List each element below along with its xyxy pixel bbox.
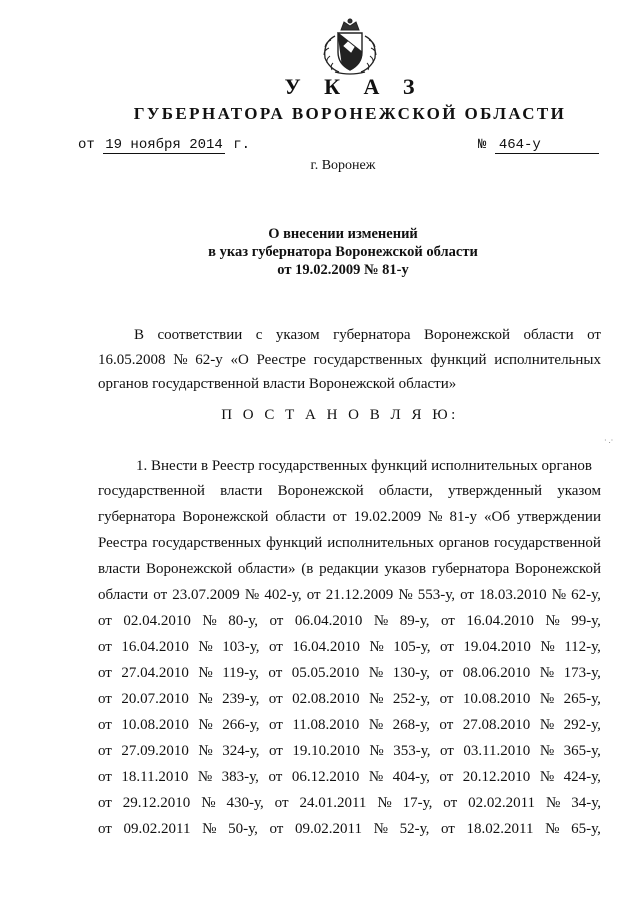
- reference-token: от: [269, 613, 284, 629]
- reference-token: от: [443, 795, 458, 811]
- word: 16.05.2008: [98, 352, 166, 368]
- reference-token: от: [268, 691, 283, 707]
- word: 402-у,: [264, 587, 302, 603]
- reference-token: №: [539, 691, 555, 707]
- reference-token: №: [368, 717, 384, 733]
- reference-token: №: [202, 613, 217, 629]
- reference-token: №: [545, 795, 561, 811]
- word: области»: [237, 561, 296, 577]
- reference-token: №: [198, 665, 213, 681]
- word: области: [523, 327, 574, 343]
- date-prefix: от: [78, 137, 95, 153]
- reference-token: от: [98, 639, 112, 655]
- reference-token: 06.12.2010: [291, 769, 360, 785]
- reference-token: 65-у,: [571, 821, 601, 837]
- reference-token: 50-у,: [228, 821, 258, 837]
- reference-token: от: [439, 691, 454, 707]
- reference-token: от: [268, 717, 283, 733]
- reference-token: №: [198, 639, 213, 655]
- word: от: [153, 587, 168, 603]
- coat-of-arms-icon: [317, 18, 383, 76]
- reference-token: от: [268, 743, 283, 759]
- reference-token: 02.08.2010: [292, 691, 360, 707]
- word: №: [244, 587, 260, 603]
- word: функций: [266, 535, 323, 551]
- reference-token: 89-у,: [399, 613, 430, 629]
- word: (в: [301, 561, 314, 577]
- word: «Об: [484, 509, 510, 525]
- word: 62-у: [195, 352, 223, 368]
- reference-token: №: [539, 717, 555, 733]
- reference-token: 09.02.2011: [123, 821, 191, 837]
- reference-token: 09.02.2011: [295, 821, 362, 837]
- subject-line: О внесении изменений: [268, 226, 418, 242]
- word: 62-у,: [571, 587, 601, 603]
- city: г. Воронеж: [310, 158, 376, 173]
- reference-token: №: [201, 795, 216, 811]
- reference-token: 105-у,: [393, 639, 431, 655]
- document-type-title: У К А З: [284, 74, 424, 99]
- reference-row: [98, 639, 601, 656]
- reference-token: 16.04.2010: [121, 639, 189, 655]
- reference-row: [98, 795, 601, 812]
- reference-row: [98, 717, 601, 734]
- word: от: [306, 587, 321, 603]
- word: №: [173, 352, 188, 368]
- reference-token: 16.04.2010: [292, 639, 360, 655]
- reference-token: от: [439, 743, 454, 759]
- reference-token: №: [539, 769, 555, 785]
- word: области: [275, 509, 326, 525]
- reference-token: 430-у,: [226, 795, 264, 811]
- word: утвержденный: [447, 483, 542, 499]
- word: 19.02.2009: [353, 509, 422, 525]
- word: губернатора: [98, 509, 176, 525]
- reference-token: 365-у,: [563, 743, 601, 759]
- reference-token: 10.08.2010: [121, 717, 189, 733]
- reference-token: 18.11.2010: [121, 769, 189, 785]
- word: 553-у,: [417, 587, 455, 603]
- reference-row: [98, 665, 601, 682]
- reference-token: №: [369, 639, 384, 655]
- reference-token: №: [373, 613, 389, 629]
- issue-date: 19 ноября 2014: [105, 137, 223, 153]
- word: государственных: [313, 352, 423, 368]
- word: Воронежской: [277, 483, 364, 499]
- reference-token: 112-у,: [564, 639, 601, 655]
- reference-token: 02.04.2010: [123, 613, 191, 629]
- reference-token: от: [98, 795, 112, 811]
- reference-token: от: [441, 821, 455, 837]
- reference-token: 52-у,: [399, 821, 430, 837]
- preamble-line-3: органов государственной власти Воронежской области»: [98, 376, 457, 392]
- reference-token: от: [98, 743, 112, 759]
- word: Воронежской: [515, 561, 601, 577]
- reference-token: от: [268, 769, 283, 785]
- reference-token: 266-у,: [222, 717, 260, 733]
- decree-word: П О С Т А Н О В Л Я Ю:: [221, 407, 459, 423]
- word: 18.03.2010: [479, 587, 547, 603]
- reference-token: №: [539, 743, 555, 759]
- reference-token: 173-у,: [563, 665, 601, 681]
- word: власти: [98, 561, 141, 577]
- word: с: [255, 327, 263, 343]
- reference-row: [98, 821, 601, 838]
- word: №: [398, 587, 413, 603]
- word: Воронежской: [146, 561, 233, 577]
- number-prefix: №: [478, 137, 487, 153]
- reference-token: 265-у,: [563, 691, 601, 707]
- word: №: [551, 587, 567, 603]
- reference-token: от: [98, 769, 112, 785]
- reference-token: 119-у,: [222, 665, 259, 681]
- reference-token: №: [377, 795, 392, 811]
- word: указов: [384, 561, 427, 577]
- reference-token: 404-у,: [392, 769, 430, 785]
- reference-token: 05.05.2010: [291, 665, 360, 681]
- word: указом: [275, 327, 320, 343]
- reference-token: №: [197, 769, 213, 785]
- word: Воронежской: [182, 509, 269, 525]
- word: от: [332, 509, 347, 525]
- date-line: [78, 137, 250, 154]
- reference-token: от: [268, 639, 283, 655]
- word: №: [428, 509, 443, 525]
- reference-row: [98, 613, 601, 630]
- word: Воронежской: [424, 327, 510, 343]
- preamble-line-1: [134, 327, 601, 344]
- reference-token: №: [539, 665, 555, 681]
- reference-token: 19.04.2010: [463, 639, 531, 655]
- subject-line: от 19.02.2009 № 81-у: [277, 262, 409, 278]
- word: исполнительных: [327, 535, 434, 551]
- reference-token: 268-у,: [392, 717, 430, 733]
- reference-token: 99-у,: [571, 613, 601, 629]
- number-line: [478, 137, 599, 154]
- reference-token: 383-у,: [221, 769, 259, 785]
- reference-token: от: [274, 795, 289, 811]
- reference-row: [98, 769, 601, 786]
- document-subject: [0, 225, 640, 279]
- reference-token: от: [98, 821, 112, 837]
- reference-token: 17-у,: [402, 795, 433, 811]
- reference-token: №: [373, 821, 388, 837]
- word: государственных: [152, 535, 262, 551]
- reference-token: 103-у,: [222, 639, 260, 655]
- preamble-line-2: [98, 352, 601, 369]
- reference-token: №: [540, 639, 555, 655]
- reference-token: 11.08.2010: [292, 717, 360, 733]
- word: от: [460, 587, 474, 603]
- word: власти: [220, 483, 263, 499]
- reference-token: 292-у,: [563, 717, 601, 733]
- word: Реестра: [98, 535, 148, 551]
- item1-line-1: 1. Внести в Реестр государственных функций исполнительных органов: [136, 458, 592, 474]
- word: В: [134, 327, 145, 343]
- reference-token: 19.10.2010: [292, 743, 360, 759]
- word: от: [587, 327, 601, 343]
- reference-token: от: [98, 691, 112, 707]
- reference-token: №: [369, 691, 384, 707]
- word: органов: [438, 535, 490, 551]
- reference-token: 16.04.2010: [466, 613, 534, 629]
- reference-token: от: [98, 665, 112, 681]
- reference-row: [98, 691, 601, 708]
- reference-token: 08.06.2010: [462, 665, 531, 681]
- reference-token: №: [198, 717, 213, 733]
- word: Реестре: [256, 352, 306, 368]
- reference-token: 20.12.2010: [462, 769, 531, 785]
- reference-row: [98, 743, 601, 760]
- reference-token: №: [198, 743, 213, 759]
- reference-token: 424-у,: [563, 769, 601, 785]
- reference-token: 02.02.2011: [468, 795, 536, 811]
- reference-token: от: [440, 613, 455, 629]
- item1-line-3: [98, 509, 601, 526]
- reference-token: №: [545, 821, 560, 837]
- reference-token: от: [98, 717, 112, 733]
- reference-token: от: [439, 769, 454, 785]
- word: губернатора: [431, 561, 510, 577]
- reference-token: №: [368, 769, 384, 785]
- reference-token: №: [368, 665, 384, 681]
- item1-line-6: [98, 587, 601, 604]
- reference-token: 324-у,: [222, 743, 260, 759]
- item1-line-2: [98, 483, 601, 500]
- item1-line-5: [98, 561, 601, 578]
- reference-token: 353-у,: [393, 743, 431, 759]
- reference-token: №: [545, 613, 560, 629]
- word: «О: [230, 352, 249, 368]
- reference-token: 80-у,: [228, 613, 258, 629]
- reference-token: №: [202, 821, 217, 837]
- reference-token: от: [439, 665, 454, 681]
- reference-token: №: [369, 743, 384, 759]
- reference-token: 130-у,: [392, 665, 430, 681]
- reference-token: от: [268, 665, 283, 681]
- word: области: [98, 587, 149, 603]
- reference-token: 27.09.2010: [121, 743, 189, 759]
- reference-token: 34-у,: [571, 795, 601, 811]
- word: государственной: [98, 483, 205, 499]
- word: 21.12.2009: [325, 587, 394, 603]
- reference-token: 06.04.2010: [294, 613, 363, 629]
- reference-token: 10.08.2010: [462, 691, 531, 707]
- reference-token: 24.01.2011: [299, 795, 367, 811]
- word: государственной: [494, 535, 601, 551]
- reference-token: от: [439, 717, 454, 733]
- reference-token: 20.07.2010: [121, 691, 189, 707]
- word: редакции: [319, 561, 379, 577]
- reference-token: от: [98, 613, 112, 629]
- word: 81-у: [449, 509, 477, 525]
- word: области,: [378, 483, 433, 499]
- reference-token: 03.11.2010: [463, 743, 531, 759]
- word: утверждении: [517, 509, 601, 525]
- word: функций: [430, 352, 487, 368]
- scan-marks: · .·: [604, 436, 614, 445]
- subject-line: в указ губернатора Воронежской области: [208, 244, 478, 260]
- word: исполнительных: [494, 352, 601, 368]
- word: 23.07.2009: [172, 587, 240, 603]
- item1-line-4: [98, 535, 601, 552]
- reference-token: 252-у,: [392, 691, 431, 707]
- date-suffix: г.: [233, 137, 251, 153]
- reference-token: 239-у,: [222, 691, 260, 707]
- document-number: 464-у: [495, 137, 599, 154]
- reference-token: от: [439, 639, 454, 655]
- reference-token: 27.04.2010: [121, 665, 189, 681]
- word: губернатора: [333, 327, 411, 343]
- reference-token: от: [269, 821, 284, 837]
- reference-token: №: [198, 691, 213, 707]
- reference-token: 27.08.2010: [462, 717, 531, 733]
- word: указом: [557, 483, 601, 499]
- issuer-title: ГУБЕРНАТОРА ВОРОНЕЖСКОЙ ОБЛАСТИ: [133, 104, 567, 123]
- reference-token: 29.12.2010: [122, 795, 191, 811]
- word: соответствии: [157, 327, 243, 343]
- reference-token: 18.02.2011: [466, 821, 534, 837]
